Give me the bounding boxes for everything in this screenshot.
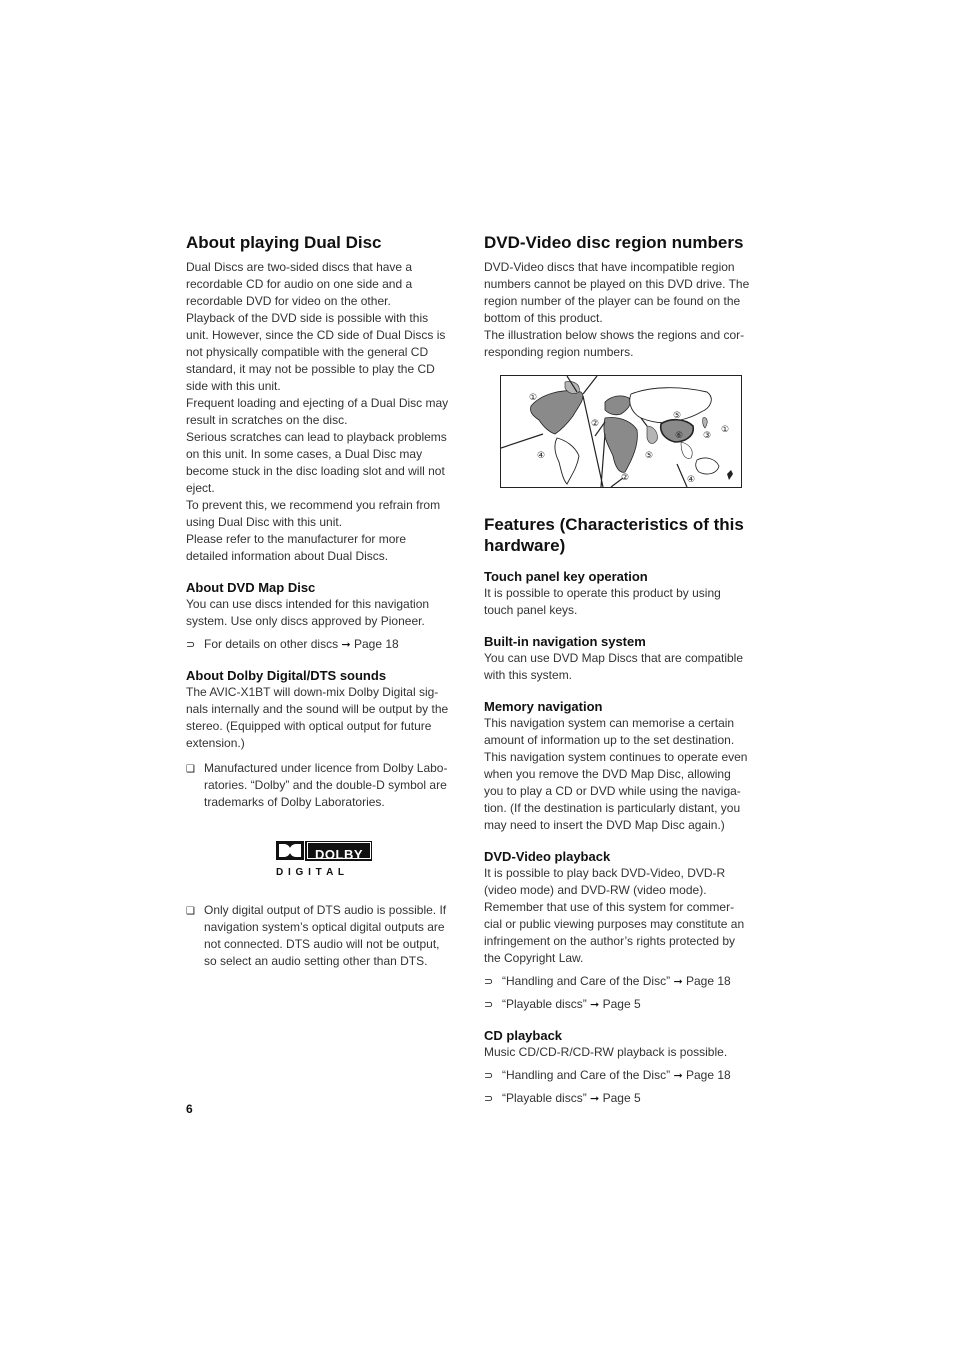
cd-reference-2: ⊃ “Playable discs” ➞ Page 5 xyxy=(484,1091,641,1105)
features-heading: Features (Characteristics of this hardware) xyxy=(484,515,744,555)
region-6-label: ⑥ xyxy=(675,431,684,441)
reference-icon: ⊃ xyxy=(484,1069,494,1082)
arrow-right-icon: ➞ xyxy=(590,998,600,1011)
touch-panel-heading: Touch panel key operation xyxy=(484,569,648,584)
dvd-video-reference-1: ⊃ “Handling and Care of the Disc” ➞ Page 18 xyxy=(484,974,731,988)
dvd-video-body: It is possible to play back DVD-Video, DVD-R (video mode) and DVD-RW (video mode). Remember that use of this system for commer- cial or public viewing purposes may constitute an infringement on the author’s rights protected by the Copyright Law. xyxy=(484,866,745,965)
memory-body: This navigation system can memorise a certain amount of information up to the set destination. This navigation system continues to operate even when you remove the DVD Map Disc, allowing you to play a CD or DVD while using the naviga- tion. (If the destination is particularly distant, you may need to insert the DVD Map Disc again.) xyxy=(484,716,748,832)
page-link[interactable]: Page 5 xyxy=(602,997,641,1011)
right-column xyxy=(484,232,758,1107)
page-link[interactable]: Page 18 xyxy=(686,1068,731,1082)
region-5b-label: ⑤ xyxy=(645,451,654,461)
region-1b-label: ① xyxy=(721,425,730,435)
region-4b-label: ④ xyxy=(687,475,696,485)
region-2b-label: ② xyxy=(621,473,630,483)
dolby-heading: About Dolby Digital/DTS sounds xyxy=(186,668,387,683)
page-number: 6 xyxy=(186,1102,193,1116)
reference-icon: ⊃ xyxy=(484,1092,494,1105)
region-3-label: ③ xyxy=(703,431,712,441)
region-body: DVD-Video discs that have incompatible region numbers cannot be played on this DVD drive. The region number of the player can be found on the bottom of this product. The illustration below shows the regions and cor- responding region numbers. xyxy=(484,260,750,359)
se-asia-shape xyxy=(681,442,692,458)
south-america-shape xyxy=(555,438,579,484)
australia-shape xyxy=(696,458,719,474)
dual-disc-body: Dual Discs are two-sided discs that have a recordable CD for audio on one side and a recordable DVD for video on the other. Playback of the DVD side is possible with this unit. However, since the CD side of Dual Discs is not physically compatible with the general CD standard, it may not be possible to play the CD side with this unit. Frequent loading and ejecting of a Dual Disc may result in scratches on the disc. Serious scratches can lead to playback problems on this unit. In some cases, a Dual Disc may become stuck in the disc loading slot and will not eject. To prevent this, we recommend you refrain from using Dual Disc with this unit. Please refer to the manufacturer for more detailed information about Dual Discs. xyxy=(186,260,449,563)
left-column xyxy=(186,232,462,970)
memory-heading: Memory navigation xyxy=(484,699,603,714)
arrow-right-icon: ➞ xyxy=(341,638,351,651)
dolby-logo-subtitle: D I G I T A L xyxy=(276,867,345,878)
asia-shape xyxy=(630,388,712,423)
dvd-video-reference-2: ⊃ “Playable discs” ➞ Page 5 xyxy=(484,997,641,1011)
cd-reference-1: ⊃ “Handling and Care of the Disc” ➞ Page 18 xyxy=(484,1068,731,1082)
region-2-label: ② xyxy=(591,419,600,429)
europe-shape xyxy=(605,396,630,415)
arrow-right-icon: ➞ xyxy=(673,1069,683,1082)
cd-playback-body: Music CD/CD-R/CD-RW playback is possible. xyxy=(484,1045,728,1059)
note-checkbox-icon: ❑ xyxy=(186,906,195,917)
page-link[interactable]: Page 18 xyxy=(353,637,399,651)
dolby-logo-word: DOLBY xyxy=(315,847,363,862)
dvd-map-reference: ⊃ For details on other discs ➞ Page 18 xyxy=(186,637,399,651)
dvd-video-heading: DVD-Video playback xyxy=(484,849,611,864)
note-checkbox-icon: ❑ xyxy=(186,764,195,775)
navigation-body: You can use DVD Map Discs that are compatible with this system. xyxy=(484,651,744,682)
region-1-label: ① xyxy=(529,393,538,403)
arrow-right-icon: ➞ xyxy=(590,1092,600,1105)
dual-disc-heading: About playing Dual Disc xyxy=(186,233,382,252)
navigation-heading: Built-in navigation system xyxy=(484,634,646,649)
japan-shape xyxy=(703,418,708,428)
africa-shape xyxy=(604,418,637,473)
new-zealand-shape xyxy=(727,470,733,480)
north-america-shape xyxy=(530,391,582,434)
dolby-digital-logo xyxy=(276,841,372,878)
india-shape xyxy=(647,426,657,444)
region-heading: DVD-Video disc region numbers xyxy=(484,233,744,252)
cd-playback-heading: CD playback xyxy=(484,1028,563,1043)
reference-icon: ⊃ xyxy=(186,638,196,651)
touch-panel-body: It is possible to operate this product by using touch panel keys. xyxy=(484,586,721,617)
world-region-map xyxy=(501,376,741,487)
dolby-body: The AVIC-X1BT will down-mix Dolby Digital sig- nals internally and the sound will be output by the stereo. (Equipped with optical output for future extension.) xyxy=(186,685,449,750)
dvd-map-body: You can use discs intended for this navigation system. Use only discs approved by Pioneer. xyxy=(186,597,430,628)
reference-icon: ⊃ xyxy=(484,998,494,1011)
dolby-licence-note: ❑ Manufactured under licence from Dolby Labo- ratories. “Dolby” and the double-D symbol are trademarks of Dolby Laboratories. xyxy=(186,761,448,809)
page-link[interactable]: Page 5 xyxy=(602,1091,641,1105)
reference-icon: ⊃ xyxy=(484,975,494,988)
dts-note: ❑ Only digital output of DTS audio is possible. If navigation system’s optical digital outputs are not connected. DTS audio will not be output, so select an audio setting other than DTS. xyxy=(186,903,447,968)
page-link[interactable]: Page 18 xyxy=(686,974,731,988)
region-5-label: ⑤ xyxy=(673,411,682,421)
dvd-map-heading: About DVD Map Disc xyxy=(186,580,316,595)
region-4-label: ④ xyxy=(537,451,546,461)
arrow-right-icon: ➞ xyxy=(673,975,683,988)
region-map xyxy=(500,375,742,488)
